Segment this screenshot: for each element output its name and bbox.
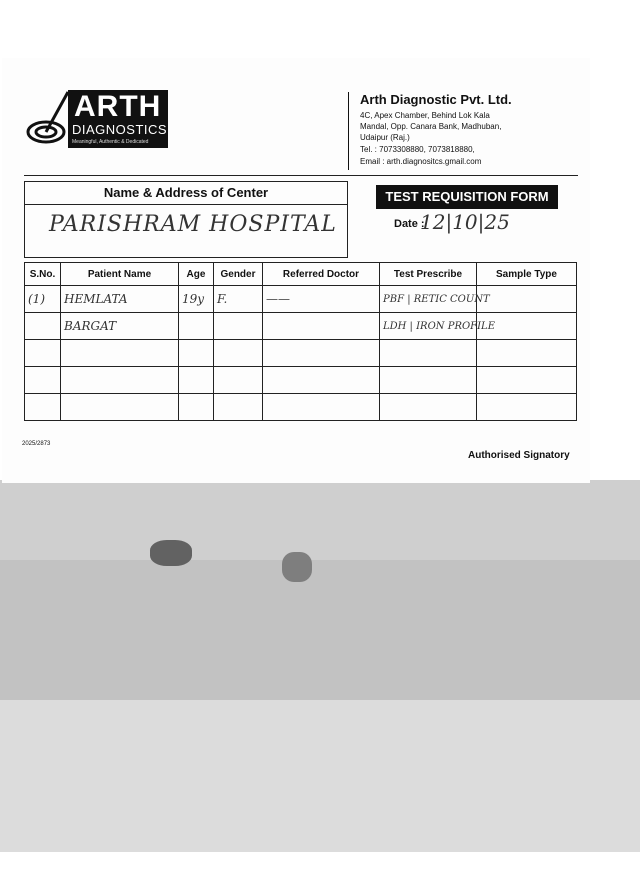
header-divider <box>348 92 349 170</box>
table-cell <box>179 394 214 421</box>
table-cell <box>214 313 263 340</box>
table-cell <box>263 313 380 340</box>
company-name: Arth Diagnostic Pvt. Ltd. <box>360 92 512 107</box>
header-age: Age <box>179 263 214 286</box>
header-sample-type: Sample Type <box>477 263 577 286</box>
table-cell <box>61 340 179 367</box>
center-box <box>24 181 348 258</box>
company-contact <box>360 144 481 168</box>
table-cell <box>214 394 263 421</box>
table-cell <box>263 367 380 394</box>
brand-tagline: Meaningful, Authentic & Dedicated <box>72 139 149 145</box>
table-cell: LDH | IRON PROFILE <box>380 313 477 340</box>
header-test-prescribe: Test Prescribe <box>380 263 477 286</box>
table-row <box>25 394 577 421</box>
table-cell: HEMLATA <box>61 286 179 313</box>
center-label: Name & Address of Center <box>25 182 347 205</box>
form-title: TEST REQUISITION FORM <box>376 185 558 209</box>
table-cell: 19y <box>179 286 214 313</box>
table-cell <box>263 340 380 367</box>
table-cell <box>25 394 61 421</box>
ink-smudge <box>282 552 312 582</box>
table-row <box>25 367 577 394</box>
table-row <box>25 286 577 313</box>
table-cell <box>477 394 577 421</box>
brand-logo <box>68 90 168 148</box>
company-tel: Tel. : 7073308880, 7073818880, <box>360 145 475 154</box>
table-cell: F. <box>214 286 263 313</box>
date-label: Date : <box>394 218 425 230</box>
table-cell <box>477 286 577 313</box>
table-cell <box>61 367 179 394</box>
table-cell <box>477 340 577 367</box>
table-cell <box>25 340 61 367</box>
table-cell: PBF | RETIC COUNT <box>380 286 477 313</box>
authorised-signatory: Authorised Signatory <box>468 450 570 461</box>
table-cell <box>25 313 61 340</box>
table-cell <box>179 367 214 394</box>
header-sno: S.No. <box>25 263 61 286</box>
company-email: Email : arth.diagnositcs.gmail.com <box>360 157 482 166</box>
table-cell <box>263 394 380 421</box>
brand-name: ARTH <box>74 90 162 123</box>
target-logo-icon <box>24 86 74 152</box>
registration-number: 2025/2873 <box>22 441 51 447</box>
table-cell <box>380 340 477 367</box>
scan-background-light <box>0 700 640 852</box>
brand-subtitle: DIAGNOSTICS <box>72 122 168 137</box>
date-value: 12|10|25 <box>420 210 510 234</box>
table-cell <box>214 340 263 367</box>
header-gender: Gender <box>214 263 263 286</box>
table-cell <box>214 367 263 394</box>
patient-table <box>24 262 577 421</box>
center-name: PARISHRAM HOSPITAL <box>49 212 337 237</box>
table-cell: (1) <box>25 286 61 313</box>
table-cell: BARGAT <box>61 313 179 340</box>
table-cell <box>380 394 477 421</box>
header-rule <box>24 175 578 176</box>
table-row <box>25 313 577 340</box>
table-cell <box>25 367 61 394</box>
scan-background-dark <box>0 560 640 700</box>
table-header-row <box>25 263 577 286</box>
table-cell <box>179 313 214 340</box>
ink-smudge <box>150 540 192 566</box>
header-referred-doctor: Referred Doctor <box>263 263 380 286</box>
company-address: 4C, Apex Chamber, Behind Lok Kala Mandal, Opp. Canara Bank, Madhuban, Udaipur (Raj.) <box>360 111 502 142</box>
table-cell <box>477 367 577 394</box>
table-cell <box>380 367 477 394</box>
table-cell: —— <box>263 286 380 313</box>
table-cell <box>179 340 214 367</box>
table-row <box>25 340 577 367</box>
header-patient-name: Patient Name <box>61 263 179 286</box>
table-cell <box>61 394 179 421</box>
